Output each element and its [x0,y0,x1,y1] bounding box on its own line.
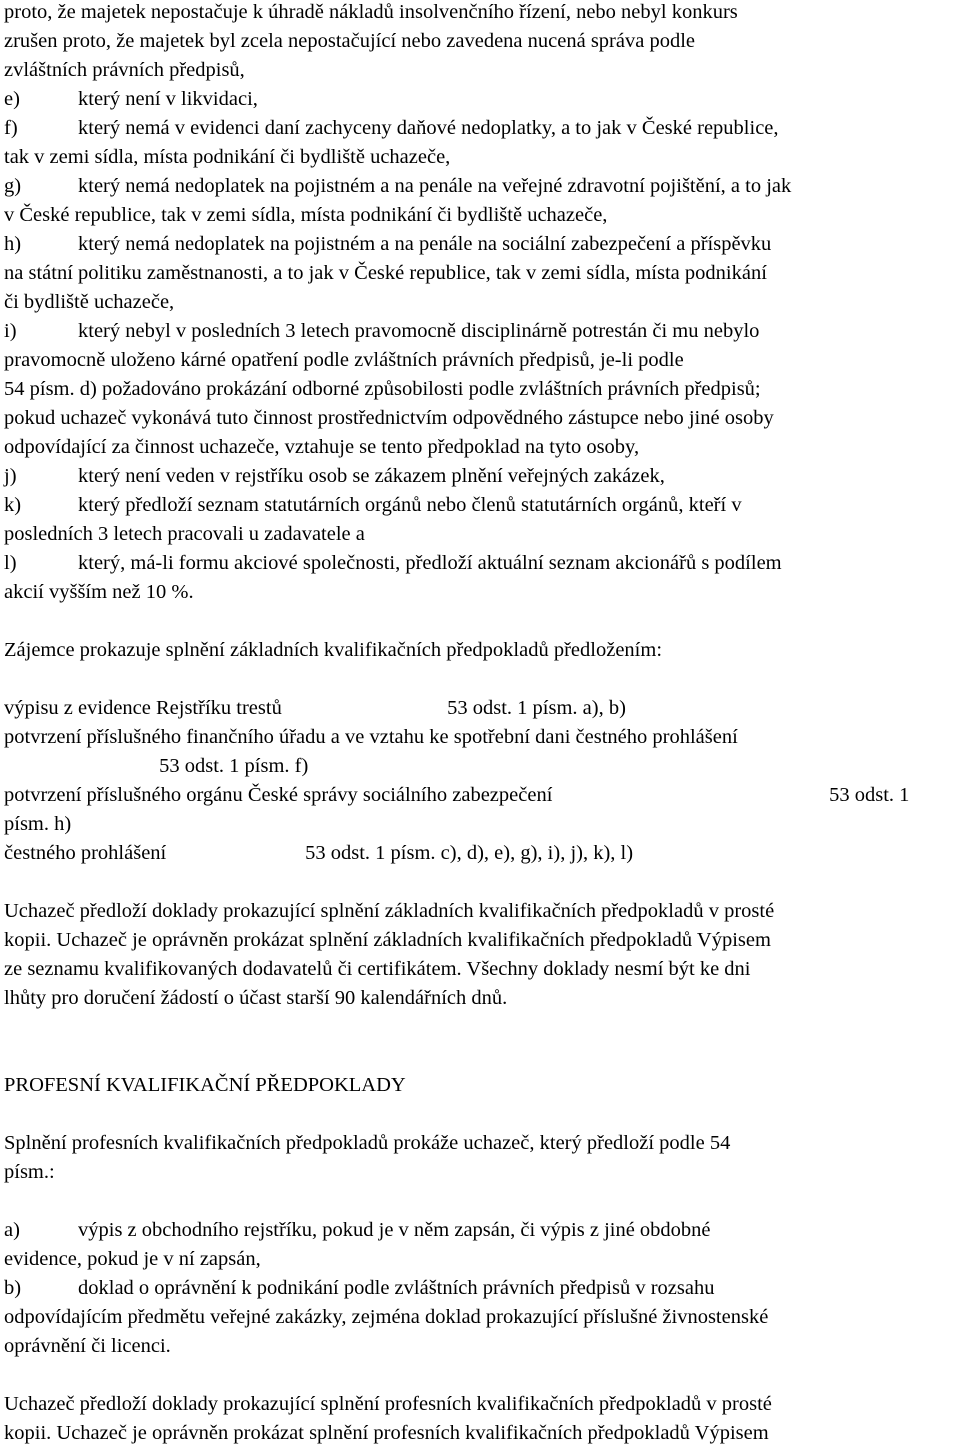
item-text: výpis z obchodního rejstříku, pokud je v něm zapsán, či výpis z jiné obdobné [78,1219,711,1241]
proof-reference: 53 odst. 1 [824,784,910,806]
copies-paragraph [4,897,954,1013]
item-label: g) [4,175,22,197]
list-item-e [4,85,954,114]
text-line: Splnění profesních kvalifikačních předpokladů prokáže uchazeč, který předloží podle 54 [4,1132,731,1154]
text-line: kopii. Uchazeč je oprávněn prokázat splnění profesních kvalifikačních předpokladů Výpisem [4,1422,769,1444]
list-item-b [4,1274,954,1361]
list-item-k [4,491,954,549]
item-label: l) [4,552,17,574]
text-line: proto, že majetek nepostačuje k úhradě nákladů insolvenčního řízení, nebo nebyl konkurs [4,1,738,23]
item-text-cont: akcií vyšším než 10 %. [4,581,194,603]
text-line: písm.: [4,1161,55,1183]
item-text: který nemá nedoplatek na pojistném a na penále na veřejné zdravotní pojištění, a to jak [78,175,792,197]
proof-intro: Zájemce prokazuje splnění základních kvalifikačních předpokladů předložením: [4,639,663,661]
item-text-cont: odpovídajícím předmětu veřejné zakázky, zejména doklad prokazující příslušné živnostenské [4,1306,769,1328]
item-text: doklad o oprávnění k podnikání podle zvláštních právních předpisů v rozsahu [78,1277,715,1299]
item-text-cont: oprávnění či licenci. [4,1335,171,1357]
intro-paragraph [4,0,954,85]
proof-text: potvrzení příslušného orgánu České správy sociálního zabezpečení [4,784,553,806]
proof-text: výpisu z evidence Rejstříku trestů [4,697,282,719]
proof-reference: 53 odst. 1 písm. a), b) [442,697,626,719]
text-line: zvláštních právních předpisů, [4,59,245,81]
item-label: i) [4,320,17,342]
item-text-cont: posledních 3 letech pracovali u zadavatele a [4,523,365,545]
text-line: Uchazeč předloží doklady prokazující splnění základních kvalifikačních předpokladů v prosté [4,900,775,922]
item-text-cont: na státní politiku zaměstnanosti, a to jak v České republice, tak v zemi sídla, místa podnikání [4,262,767,284]
proof-reference: 53 odst. 1 písm. f) [154,755,309,777]
item-label: e) [4,88,20,110]
item-label: j) [4,465,17,487]
final-paragraph [4,1390,954,1448]
prof-list [4,1216,954,1361]
list-item-a [4,1216,954,1274]
item-label: h) [4,233,22,255]
item-text-cont: tak v zemi sídla, místa podnikání či bydliště uchazeče, [4,146,451,168]
item-text-cont: evidence, pokud je v ní zapsán, [4,1248,261,1270]
criteria-list [4,85,954,607]
item-text-cont: v České republice, tak v zemi sídla, místa podnikání či bydliště uchazeče, [4,204,608,226]
item-label: f) [4,117,18,139]
item-text: který není v likvidaci, [78,88,258,110]
proof-row [4,694,954,723]
prof-intro-paragraph [4,1129,954,1187]
section-heading: PROFESNÍ KVALIFIKAČNÍ PŘEDPOKLADY [4,1074,406,1096]
item-label: k) [4,494,22,516]
item-text-cont: či bydliště uchazeče, [4,291,175,313]
item-text: který předloží seznam statutárních orgánů nebo členů statutárních orgánů, kteří v [78,494,742,516]
text-line: lhůty pro doručení žádostí o účast starší 90 kalendářních dnů. [4,987,508,1009]
item-label: b) [4,1277,22,1299]
list-item-j [4,462,954,491]
list-item-f [4,114,954,172]
proof-row [4,839,954,868]
item-text: který nebyl v posledních 3 letech pravomocně disciplinárně potrestán či mu nebylo [78,320,760,342]
text-line: kopii. Uchazeč je oprávněn prokázat splnění základních kvalifikačních předpokladů Výpisem [4,929,771,951]
proof-text-cont: písm. h) [4,813,72,835]
proof-row [4,752,954,781]
text-line: zrušen proto, že majetek byl zcela nepostačující nebo zavedena nucená správa podle [4,30,695,52]
proof-row [4,781,954,810]
item-text: který nemá v evidenci daní zachyceny daňové nedoplatky, a to jak v České republice, [78,117,779,139]
item-text-cont: pokud uchazeč vykonává tuto činnost prostřednictvím odpovědného zástupce nebo jiné osoby [4,407,774,429]
list-item-l [4,549,954,607]
document-page [4,0,954,1448]
item-text-cont: 54 písm. d) požadováno prokázání odborné způsobilosti podle zvláštních právních předpisů; [4,378,761,400]
list-item-g [4,172,954,230]
proof-reference: 53 odst. 1 písm. c), d), e), g), i), j), k), l) [300,842,634,864]
item-text-cont: odpovídající za činnost uchazeče, vztahuje se tento předpoklad na tyto osoby, [4,436,640,458]
text-line: Uchazeč předloží doklady prokazující splnění profesních kvalifikačních předpokladů v prosté [4,1393,772,1415]
item-text-cont: pravomocně uloženo kárné opatření podle zvláštních právních předpisů, je-li podle [4,349,684,371]
list-item-h [4,230,954,317]
item-text: který nemá nedoplatek na pojistném a na penále na sociální zabezpečení a příspěvku [78,233,772,255]
proof-list [4,694,954,868]
proof-text: čestného prohlášení [4,842,167,864]
item-text: který, má-li formu akciové společnosti, předloží aktuální seznam akcionářů s podílem [78,552,782,574]
item-text: který není veden v rejstříku osob se zákazem plnění veřejných zakázek, [78,465,665,487]
item-label: a) [4,1219,20,1241]
text-line: ze seznamu kvalifikovaných dodavatelů či certifikátem. Všechny doklady nesmí být ke dni [4,958,751,980]
proof-text: potvrzení příslušného finančního úřadu a ve vztahu ke spotřební dani čestného prohlášení [4,726,738,748]
list-item-i [4,317,954,462]
